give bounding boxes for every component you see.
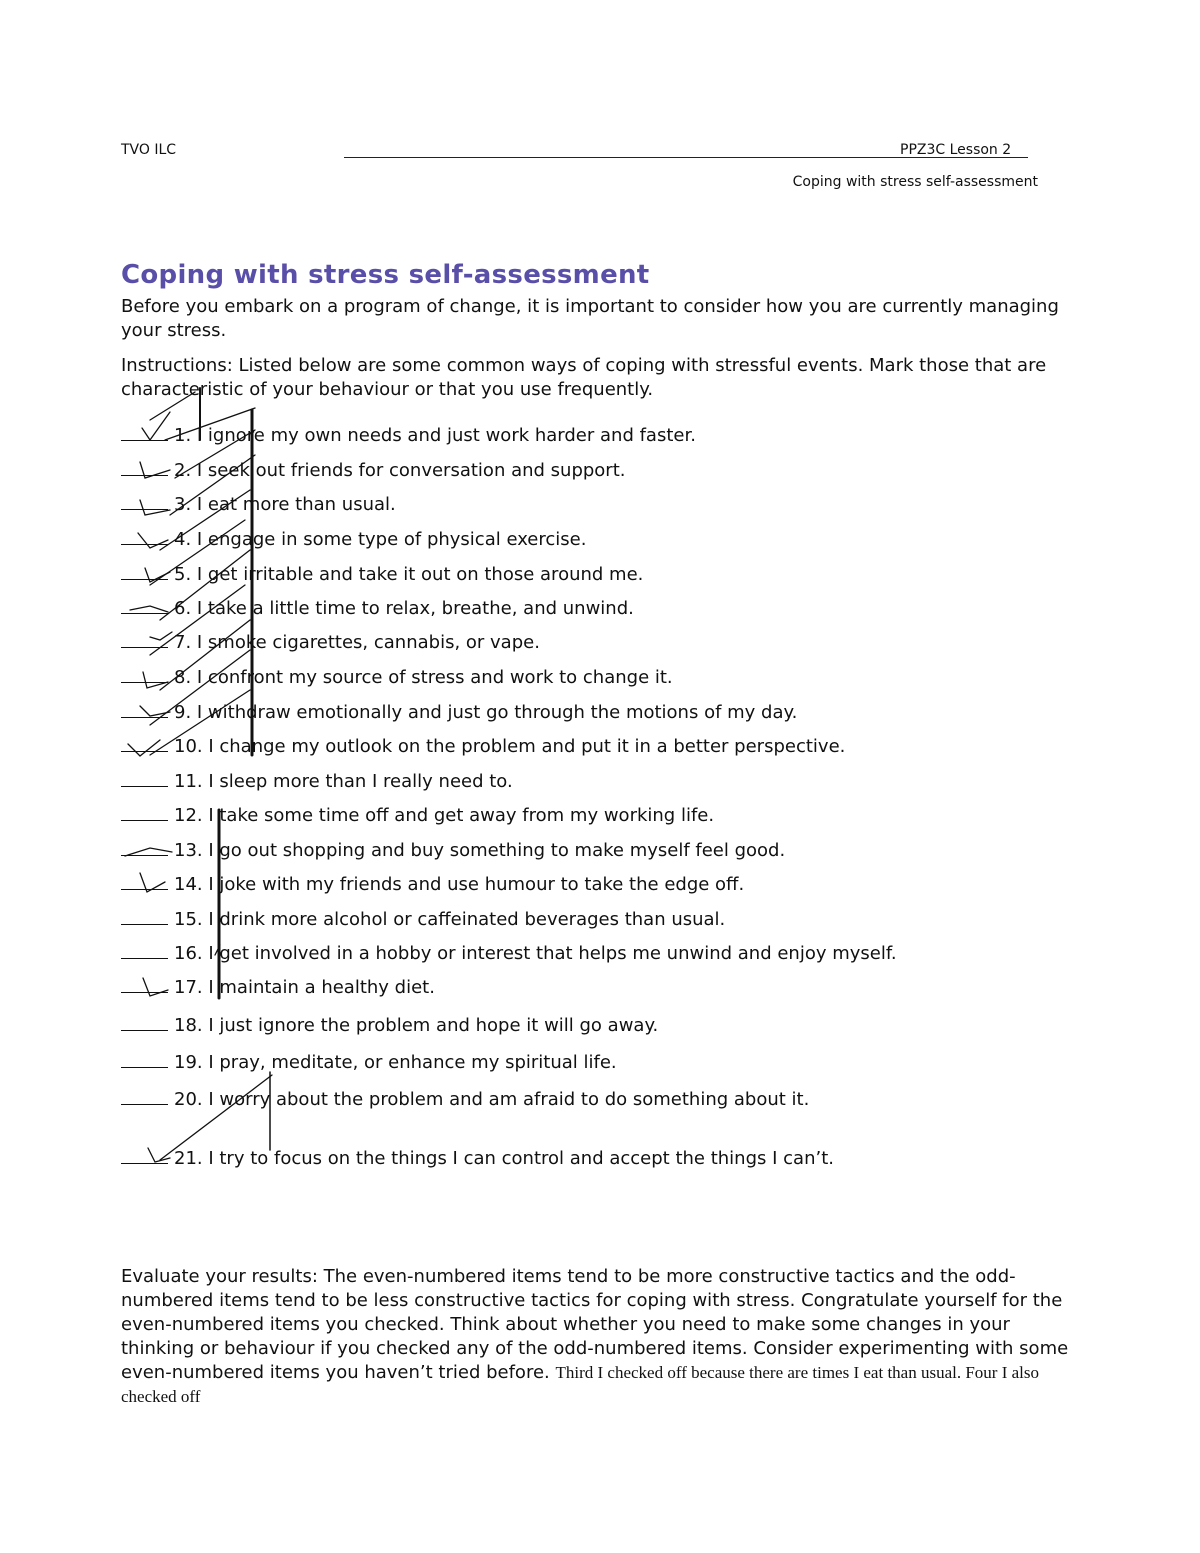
- check-blank: [121, 1147, 168, 1164]
- checklist-item: [121, 459, 626, 483]
- check-blank: [121, 459, 168, 476]
- item-text: 11. I sleep more than I really need to.: [174, 771, 513, 792]
- check-blank: [121, 701, 168, 718]
- checklist-item: [121, 873, 744, 897]
- checklist-item: [121, 804, 714, 828]
- intro-paragraph: Before you embark on a program of change, it is important to consider how you are currently managing your stress.: [121, 296, 1059, 341]
- item-text: 2. I seek out friends for conversation and support.: [174, 460, 626, 481]
- check-blank: [121, 839, 168, 856]
- item-text: 8. I confront my source of stress and work to change it.: [174, 667, 673, 688]
- item-text: 4. I engage in some type of physical exercise.: [174, 529, 587, 550]
- checklist-item: [121, 701, 797, 725]
- check-blank: [121, 1088, 168, 1105]
- item-text: 15. I drink more alcohol or caffeinated beverages than usual.: [174, 909, 726, 930]
- checklist-item: [121, 1051, 617, 1075]
- check-blank: [121, 631, 168, 648]
- item-text: 3. I eat more than usual.: [174, 494, 396, 515]
- checklist-item: [121, 908, 725, 932]
- header-subtitle: Coping with stress self-assessment: [792, 174, 1038, 190]
- check-blank: [121, 563, 168, 580]
- instructions-paragraph: Instructions: Listed below are some common ways of coping with stressful events. Mark those that are characteristic of your behaviour or that you use frequently.: [121, 355, 1047, 400]
- check-blank: [121, 666, 168, 683]
- item-text: 20. I worry about the problem and am afraid to do something about it.: [174, 1089, 810, 1110]
- item-text: 1. I ignore my own needs and just work harder and faster.: [174, 425, 696, 446]
- checklist-item: [121, 493, 396, 517]
- item-text: 13. I go out shopping and buy something to make myself feel good.: [174, 840, 786, 861]
- checklist-item: [121, 1014, 658, 1038]
- evaluate-paragraph: [121, 1265, 1081, 1409]
- checklist-item: [121, 1147, 834, 1171]
- checklist-item: [121, 424, 696, 448]
- check-blank: [121, 770, 168, 787]
- item-text: 5. I get irritable and take it out on those around me.: [174, 564, 644, 585]
- item-text: 21. I try to focus on the things I can control and accept the things I can’t.: [174, 1148, 834, 1169]
- item-text: 18. I just ignore the problem and hope it will go away.: [174, 1015, 659, 1036]
- item-text: 16. I get involved in a hobby or interest that helps me unwind and enjoy myself.: [174, 943, 897, 964]
- handwritten-note: Third I checked off because there are times I eat than usual. Four I also checked off: [121, 1363, 1040, 1406]
- item-text: 9. I withdraw emotionally and just go through the motions of my day.: [174, 702, 798, 723]
- checklist-item: [121, 770, 513, 794]
- item-text: 19. I pray, meditate, or enhance my spiritual life.: [174, 1052, 617, 1073]
- check-blank: [121, 942, 168, 959]
- check-blank: [121, 597, 168, 614]
- check-blank: [121, 873, 168, 890]
- checklist-item: [121, 735, 845, 759]
- checklist-item: [121, 528, 586, 552]
- header-right: PPZ3C Lesson 2: [900, 142, 1012, 158]
- item-text: 10. I change my outlook on the problem and put it in a better perspective.: [174, 736, 846, 757]
- checklist-item: [121, 976, 435, 1000]
- page-title: Coping with stress self-assessment: [121, 260, 650, 290]
- checklist-item: [121, 666, 673, 690]
- item-text: 6. I take a little time to relax, breathe, and unwind.: [174, 598, 634, 619]
- item-text: 17. I maintain a healthy diet.: [174, 977, 435, 998]
- check-blank: [121, 908, 168, 925]
- checklist-item: [121, 631, 540, 655]
- header-left: TVO ILC: [121, 142, 177, 158]
- checklist-item: [121, 563, 643, 587]
- item-text: 14. I joke with my friends and use humour to take the edge off.: [174, 874, 745, 895]
- check-blank: [121, 1014, 168, 1031]
- item-text: 7. I smoke cigarettes, cannabis, or vape.: [174, 632, 540, 653]
- checklist-item: [121, 839, 785, 863]
- item-text: 12. I take some time off and get away from my working life.: [174, 805, 715, 826]
- checklist-item: [121, 942, 897, 966]
- checklist-item: [121, 1088, 809, 1112]
- evaluate-text: Evaluate your results: The even-numbered items tend to be more constructive tactics and the odd-numbered items tend to be less constructive tactics for coping with stress. Congratulate yourself for the even-numbered items you checked. Think about whether you need to make some changes in your thinking or behaviour if you checked any of the odd-numbered items. Consider experimenting with some even-numbered items you haven’t tried before.: [121, 1266, 1069, 1383]
- check-blank: [121, 804, 168, 821]
- check-blank: [121, 1051, 168, 1068]
- checklist-item: [121, 597, 634, 621]
- check-blank: [121, 424, 168, 441]
- check-blank: [121, 528, 168, 545]
- check-blank: [121, 735, 168, 752]
- check-blank: [121, 493, 168, 510]
- check-blank: [121, 976, 168, 993]
